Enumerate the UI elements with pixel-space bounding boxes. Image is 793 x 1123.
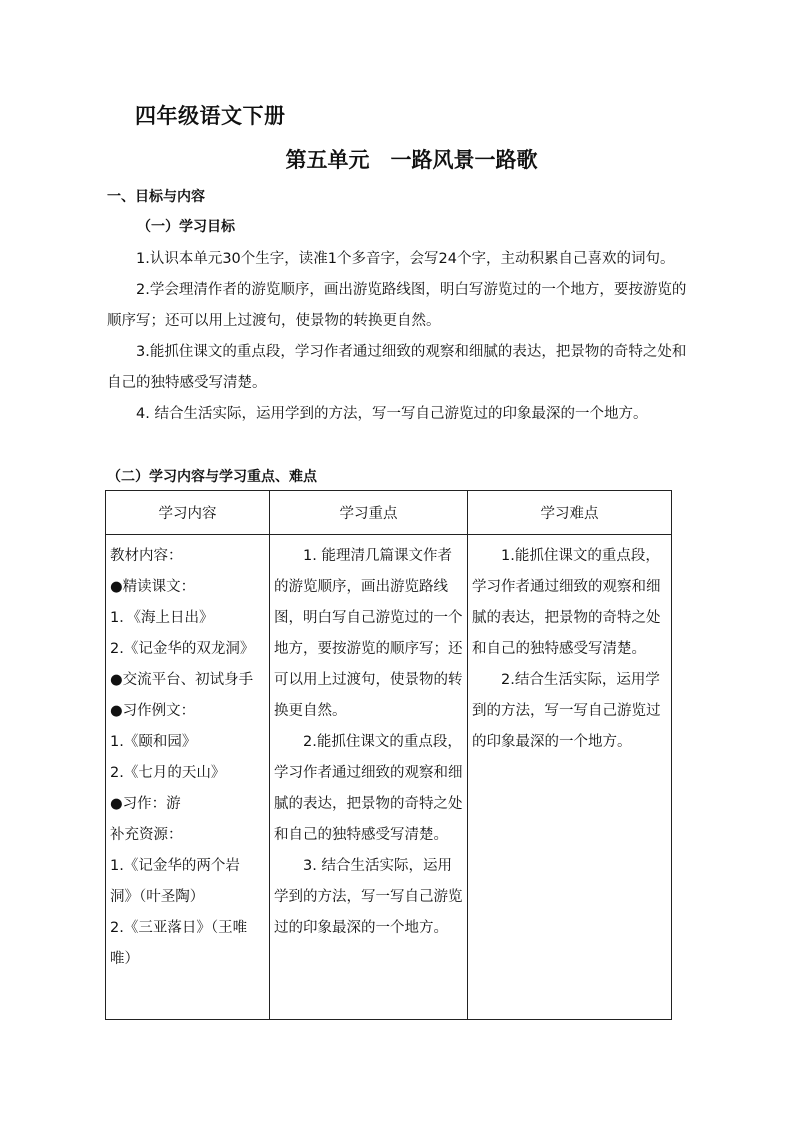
key-point-item: 1. 能理清几篇课文作者的游览顺序，画出游览路线图，明白写自己游览过的一个地方，要按游览的顺序写；还可以用上过渡句，使景物的转换更自然。 bbox=[274, 548, 463, 719]
content-line: 1.《颐和园》 bbox=[110, 734, 197, 750]
unit-title: 第五单元 一路风景一路歌 bbox=[285, 148, 538, 172]
goal-item: 4. 结合生活实际，运用学到的方法，写一写自己游览过的印象最深的一个地方。 bbox=[136, 406, 648, 422]
header-key-points: 学习重点 bbox=[270, 491, 468, 535]
table-row bbox=[106, 535, 672, 1020]
content-line: 补充资源： bbox=[110, 827, 183, 843]
subsection-heading-content-keypoints: （二）学习内容与学习重点、难点 bbox=[107, 469, 317, 485]
content-line: 1.《记金华的两个岩 bbox=[110, 858, 240, 874]
content-line: 教材内容： bbox=[110, 548, 183, 564]
grade-title: 四年级语文下册 bbox=[135, 104, 286, 128]
content-line: ●精读课文： bbox=[110, 579, 196, 595]
goal-item: 1.认识本单元30个生字，读准1个多音字，会写24个字，主动积累自己喜欢的词句。 bbox=[136, 251, 675, 267]
subsection-heading-learning-goals: （一）学习目标 bbox=[137, 219, 235, 235]
content-line: 2.《七月的天山》 bbox=[110, 765, 226, 781]
content-line: 2.《三亚落日》（王唯 bbox=[110, 920, 248, 936]
learning-goals-list bbox=[107, 244, 697, 430]
content-line: ●习作：游 bbox=[110, 796, 181, 812]
cell-key-points bbox=[270, 535, 468, 1020]
content-line: 洞》（叶圣陶） bbox=[110, 889, 205, 905]
cell-learning-content bbox=[106, 535, 270, 1020]
header-difficulties: 学习难点 bbox=[468, 491, 672, 535]
content-line: ●交流平台、初试身手 bbox=[110, 672, 254, 688]
goal-item: 3.能抓住课文的重点段，学习作者通过细致的观察和细腻的表达，把景物的奇特之处和自己的独特感受写清楚。 bbox=[107, 344, 687, 391]
key-point-item: 3. 结合生活实际，运用学到的方法，写一写自己游览过的印象最深的一个地方。 bbox=[274, 858, 463, 936]
table-header-row bbox=[106, 491, 672, 535]
content-line: ●习作例文： bbox=[110, 703, 196, 719]
content-line: 1．《海上日出》 bbox=[110, 610, 214, 626]
difficulty-item: 1.能抓住课文的重点段，学习作者通过细致的观察和细腻的表达，把景物的奇特之处和自己的独特感受写清楚。 bbox=[472, 548, 661, 657]
goal-item: 2.学会理清作者的游览顺序，画出游览路线图，明白写游览过的一个地方，要按游览的顺序写；还可以用上过渡句，使景物的转换更自然。 bbox=[107, 282, 687, 329]
section-heading-goals-content: 一、目标与内容 bbox=[107, 189, 205, 205]
key-point-item: 2.能抓住课文的重点段，学习作者通过细致的观察和细腻的表达，把景物的奇特之处和自己的独特感受写清楚。 bbox=[274, 734, 463, 843]
content-line: 唯） bbox=[110, 951, 139, 967]
content-line: 2.《记金华的双龙洞》 bbox=[110, 641, 255, 657]
cell-difficulties bbox=[468, 535, 672, 1020]
difficulty-item: 2.结合生活实际，运用学到的方法，写一写自己游览过的印象最深的一个地方。 bbox=[472, 672, 661, 750]
study-plan-table bbox=[105, 490, 672, 1020]
header-learning-content: 学习内容 bbox=[106, 491, 270, 535]
